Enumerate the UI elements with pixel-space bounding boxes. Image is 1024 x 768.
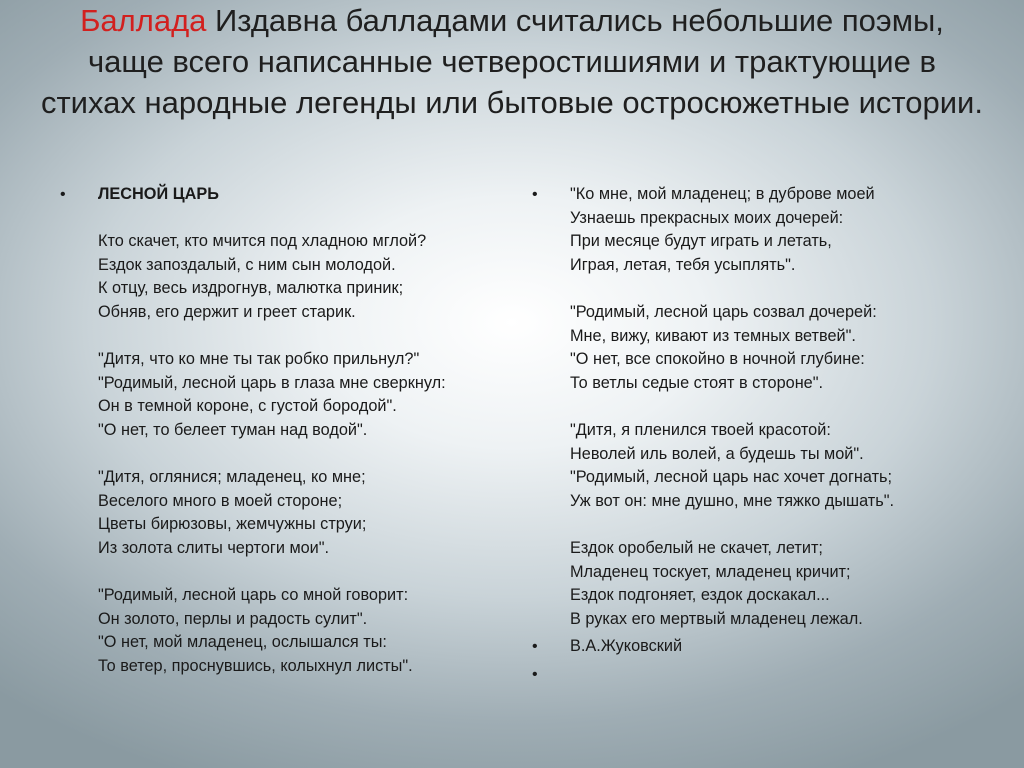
bullet-icon: •: [60, 186, 66, 203]
stanza: [98, 230, 500, 324]
stanza: [570, 537, 992, 631]
poem-line: Узнаешь прекрасных моих дочерей:: [570, 208, 844, 227]
poem-line: "Дитя, я пленился твоей красотой:: [570, 420, 831, 439]
left-column: [60, 183, 500, 678]
poem-author: В.А.Жуковский: [570, 637, 683, 656]
stanza: [570, 419, 992, 513]
poem-line: "Дитя, что ко мне ты так робко прильнул?": [98, 350, 420, 369]
poem-line: "О нет, мой младенец, ослышался ты:: [98, 633, 387, 652]
poem-line: "Родимый, лесной царь созвал дочерей:: [570, 302, 877, 321]
poem-line: "Ко мне, мой младенец; в дуброве моей: [570, 185, 875, 203]
poem-line: Ездок запоздалый, с ним сын молодой.: [98, 255, 396, 274]
poem-line: "Родимый, лесной царь со мной говорит:: [98, 586, 409, 605]
poem-line: Он золото, перлы и радость сулит".: [98, 609, 368, 628]
author-item: [532, 635, 992, 659]
poem-heading: ЛЕСНОЙ ЦАРЬ: [98, 185, 219, 203]
poem-line: В руках его мертвый младенец лежал.: [570, 609, 863, 628]
slide-title: [40, 0, 984, 123]
left-stanzas: [98, 230, 500, 678]
poem-line: Кто скачет, кто мчится под хладною мглой?: [98, 232, 427, 251]
stanza: [570, 301, 992, 395]
poem-line: То ветлы седые стоят в стороне".: [570, 373, 824, 392]
poem-line: При месяце будут играть и летать,: [570, 232, 832, 251]
poem-line: Мне, вижу, кивают из темных ветвей".: [570, 326, 856, 345]
stanza: [98, 584, 500, 678]
poem-line: Ездок оробелый не скачет, летит;: [570, 538, 823, 557]
poem-line: Он в темной короне, с густой бородой".: [98, 397, 397, 416]
title-accent-word: Баллада: [80, 3, 207, 38]
poem-line: "Дитя, оглянися; младенец, ко мне;: [98, 468, 366, 487]
right-column: [532, 183, 992, 686]
poem-line: "Родимый, лесной царь нас хочет догнать;: [570, 468, 893, 487]
poem-line: Неволей иль волей, а будешь ты мой".: [570, 444, 864, 463]
poem-right-item: [532, 183, 992, 631]
poem-line: Из золота слиты чертоги мои".: [98, 538, 330, 557]
right-stanzas: [570, 183, 992, 631]
poem-line: То ветер, проснувшись, колыхнул листы".: [98, 656, 413, 675]
poem-line: Обняв, его держит и греет старик.: [98, 302, 356, 321]
stanza: [98, 348, 500, 442]
bullet-icon: •: [532, 638, 538, 656]
poem-line: "Родимый, лесной царь в глаза мне сверкнул:: [98, 373, 446, 392]
title-text: Издавна балладами считались небольшие поэмы, чаще всего написанные четверостишиями и трактующие в стихах народные легенды или бытовые остросюжетные истории.: [40, 3, 983, 120]
poem-line: Младенец тоскует, младенец кричит;: [570, 562, 851, 581]
stanza: [570, 183, 992, 277]
poem-line: "О нет, все спокойно в ночной глубине:: [570, 350, 865, 369]
bullet-icon: •: [532, 665, 538, 683]
stanza: [98, 466, 500, 560]
poem-line: Ездок подгоняет, ездок доскакал...: [570, 586, 830, 605]
poem-line: Веселого много в моей стороне;: [98, 491, 343, 510]
poem-line: Уж вот он: мне душно, мне тяжко дышать".: [570, 491, 895, 510]
poem-line: "О нет, то белеет туман над водой".: [98, 420, 368, 439]
poem-line: Играя, летая, тебя усыплять".: [570, 255, 796, 274]
poem-line: К отцу, весь издрогнув, малютка приник;: [98, 279, 404, 298]
empty-bullet-item: [532, 663, 992, 687]
bullet-icon: •: [532, 186, 538, 203]
poem-left-item: [60, 183, 500, 678]
poem-line: Цветы бирюзовы, жемчужны струи;: [98, 515, 367, 534]
